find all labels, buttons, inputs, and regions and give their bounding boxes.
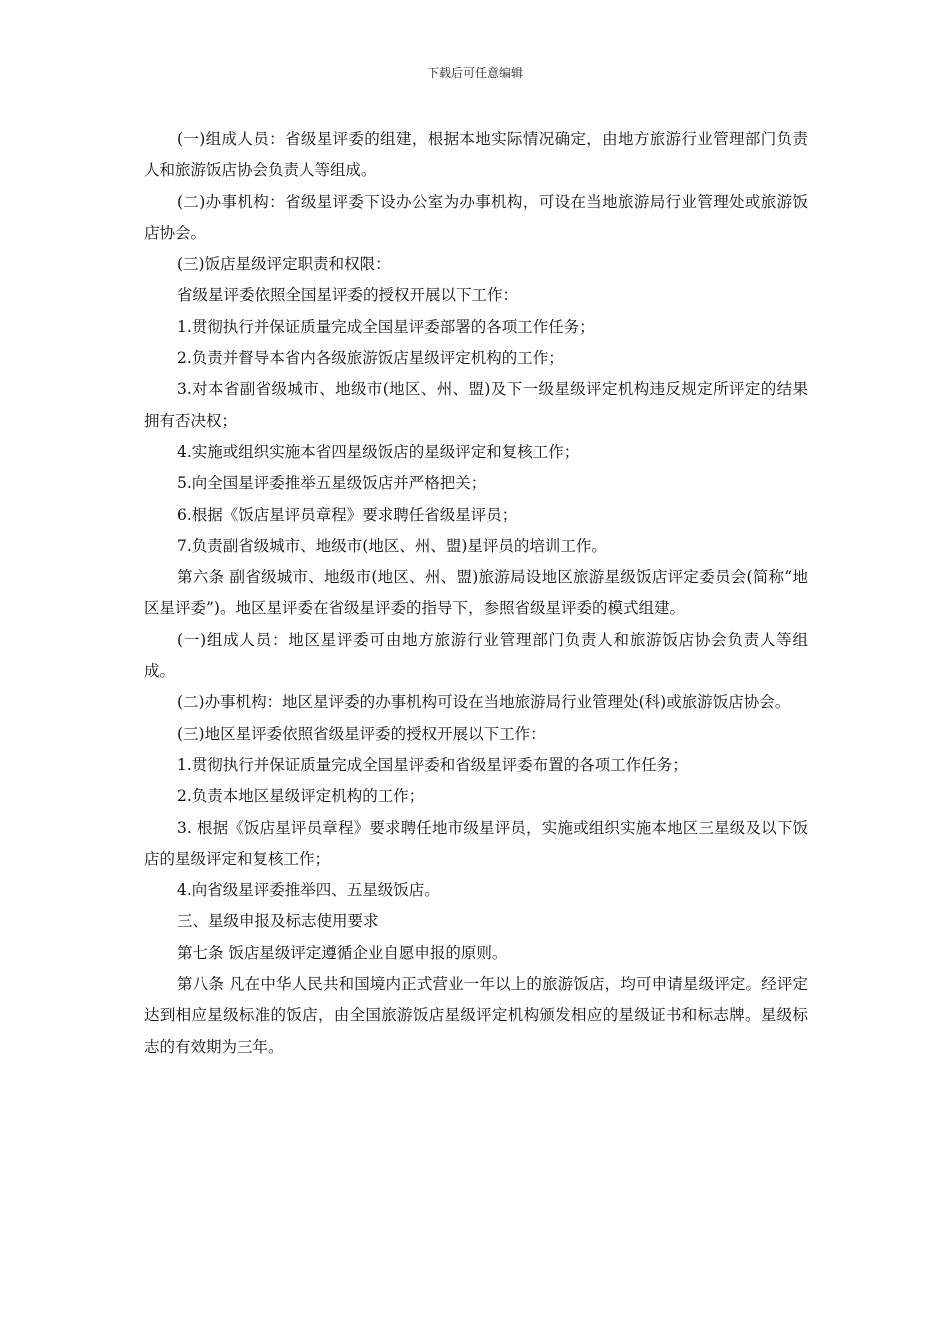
paragraph-22: 第八条 凡在中华人民共和国境内正式营业一年以上的旅游饭店，均可申请星级评定。经评定达到相应星级标准的饭店，由全国旅游饭店星级评定机构颁发相应的星级证书和标志牌。星级标志的有效期为三年。 bbox=[144, 975, 808, 1056]
paragraph-10: 6.根据《饭店星评员章程》要求聘任省级星评员； bbox=[177, 505, 518, 524]
paragraph-1: (一)组成人员：省级星评委的组建，根据本地实际情况确定，由地方旅游行业管理部门负责人和旅游饭店协会负责人等组成。 bbox=[144, 130, 808, 180]
paragraph-6: 2.负责并督导本省内各级旅游饭店星级评定机构的工作； bbox=[177, 349, 564, 368]
document-body bbox=[144, 124, 808, 1063]
paragraph-15: (三)地区星评委依照省级星评委的授权开展以下工作： bbox=[177, 724, 546, 743]
paragraph-4: 省级星评委依照全国星评委的授权开展以下工作： bbox=[177, 286, 519, 305]
paragraph-12: 第六条 副省级城市、地级市(地区、州、盟)旅游局设地区旅游星级饭店评定委员会(简称“地区星评委”)。地区星评委在省级星评委的指导下，参照省级星评委的模式组建。 bbox=[144, 568, 808, 618]
section-heading: 三、星级申报及标志使用要求 bbox=[177, 912, 379, 931]
paragraph-17: 2.负责本地区星级评定机构的工作； bbox=[177, 787, 425, 806]
paragraph-2: (二)办事机构：省级星评委下设办公室为办事机构，可设在当地旅游局行业管理处或旅游饭店协会。 bbox=[144, 192, 808, 242]
paragraph-19: 4.向省级星评委推举四、五星级饭店。 bbox=[177, 881, 440, 900]
paragraph-16: 1.贯彻执行并保证质量完成全国星评委和省级星评委布置的各项工作任务； bbox=[177, 755, 688, 774]
paragraph-13: (一)组成人员：地区星评委可由地方旅游行业管理部门负责人和旅游饭店协会负责人等组成。 bbox=[144, 630, 808, 681]
page-header: 下载后可任意编辑 bbox=[426, 66, 523, 80]
paragraph-7: 3.对本省副省级城市、地级市(地区、州、盟)及下一级星级评定机构违反规定所评定的结果拥有否决权； bbox=[144, 380, 808, 430]
paragraph-8: 4.实施或组织实施本省四星级饭店的星级评定和复核工作； bbox=[177, 442, 580, 461]
paragraph-3: (三)饭店星级评定职责和权限： bbox=[177, 255, 391, 274]
paragraph-5: 1.贯彻执行并保证质量完成全国星评委部署的各项工作任务； bbox=[177, 317, 595, 336]
paragraph-11: 7.负责副省级城市、地级市(地区、州、盟)星评员的培训工作。 bbox=[177, 536, 607, 555]
paragraph-9: 5.向全国星评委推举五星级饭店并严格把关； bbox=[177, 474, 487, 493]
paragraph-18: 3. 根据《饭店星评员章程》要求聘任地市级星评员，实施或组织实施本地区三星级及以下饭店的星级评定和复核工作； bbox=[144, 818, 808, 868]
paragraph-21: 第七条 饭店星级评定遵循企业自愿申报的原则。 bbox=[177, 943, 508, 962]
paragraph-14: (二)办事机构：地区星评委的办事机构可设在当地旅游局行业管理处(科)或旅游饭店协会。 bbox=[177, 693, 791, 712]
